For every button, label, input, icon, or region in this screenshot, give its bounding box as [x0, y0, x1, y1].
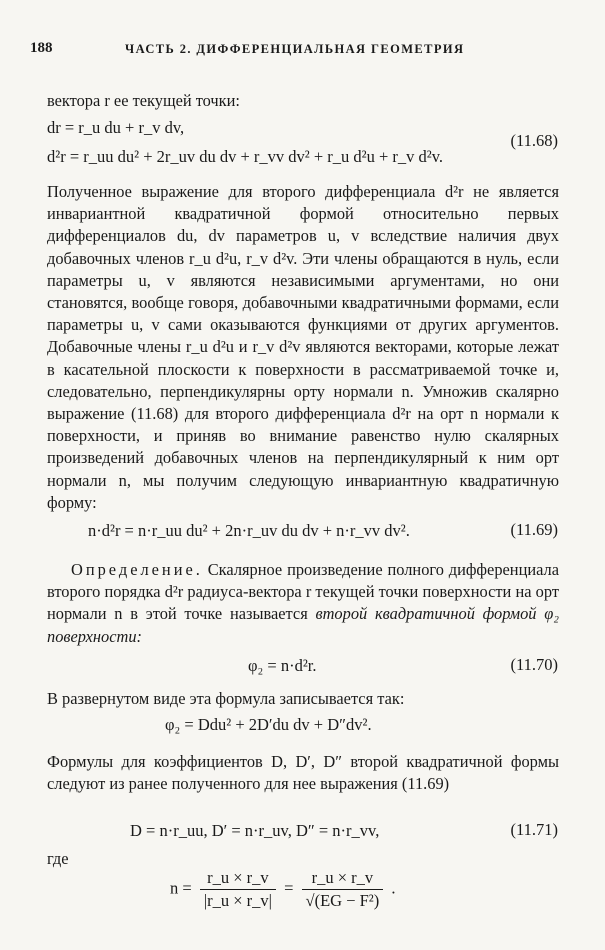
fraction2-denominator: √(EG − F²) — [305, 891, 380, 910]
fraction1-denominator: |r_u × r_v| — [203, 891, 272, 910]
equation-number-11-68: (11.68) — [510, 131, 558, 150]
equation-11-71: D = n·r_uu, D′ = n·r_uv, D″ = n·r_vv, — [130, 821, 380, 840]
normal-lhs: n = — [170, 878, 192, 898]
equation-normal-vector — [170, 868, 396, 911]
definition-label: Определение. — [71, 560, 203, 579]
equation-11-69: n·d²r = n·r_uu du² + 2n·r_uv du dv + n·r_vv dv². — [88, 521, 410, 540]
equation-number-11-71: (11.71) — [510, 820, 558, 839]
intro-text: вектора r ее текущей точки: — [47, 91, 240, 110]
equation-number-11-70: (11.70) — [510, 655, 558, 674]
equation-11-68-line2: d²r = r_uu du² + 2r_uv du dv + r_vv dv² + r_u d²u + r_v d²v. — [47, 147, 444, 166]
definition-text: Скалярное произведение полного дифференциала второго порядка d²r радиуса-вектора r текущей точки поверхности на орт нормали n в этой точке называется — [47, 560, 559, 624]
fraction-first-form — [302, 868, 384, 911]
running-title: ЧАСТЬ 2. ДИФФЕРЕНЦИАЛЬНАЯ ГЕОМЕТРИЯ — [125, 42, 465, 56]
fraction1-numerator: r_u × r_v — [200, 868, 276, 890]
equation-11-68-line1: dr = r_u du + r_v dv, — [47, 118, 185, 137]
normal-end: . — [391, 878, 396, 898]
page-number: 188 — [30, 40, 53, 56]
equation-11-70: φ₂ = n·d²r. — [248, 656, 317, 675]
page-header — [30, 40, 575, 62]
coefficients-paragraph: Формулы для коэффициентов D, D′, D″ второй квадратичной формы следуют из ранее полученного для нее выражения (11.69) — [47, 752, 559, 794]
where-label: где — [47, 849, 69, 868]
paragraph-second-differential: Полученное выражение для второго дифференциала d²r не является инвариантной квадратичной формой относительно первых дифференциалов du, dv параметров u, v вследствие наличия двух добавочных членов r_u d²u, r_v d²v. Эти члены обращаются в нуль, если параметры u, v являются независимыми аргументами, но они становятся, вообще говоря, добавочными квадратичными формами, если параметры u, v сами оказываются функциями от других аргументов. Добавочные члены r_u d²u и r_v d²v являются векторами, которые лежат в касательной плоскости к поверхности в рассматриваемой точке и, следовательно, перпендикулярны орту нормали n. Умножив скалярно выражение (11.68) для второго дифференциала d²r на орт n нормали к поверхности, и приняв во внимание равенство нулю скалярных произведений добавочных членов на перпендикулярный к ним орт нормали n, мы получим следующую инвариантную квадратичную форму: — [47, 182, 559, 512]
definition-paragraph — [47, 559, 559, 648]
equation-number-11-69: (11.69) — [510, 520, 558, 539]
intro-line — [47, 90, 559, 112]
equation-expanded: φ₂ = Ddu² + 2D′du dv + D″dv². — [165, 715, 372, 734]
fraction-normalized-cross — [200, 868, 276, 911]
normal-equals: = — [284, 878, 294, 898]
definition-emphasis: второй квадратичной формой φ₂ поверхности: — [47, 604, 559, 646]
fraction2-numerator: r_u × r_v — [302, 868, 384, 890]
expanded-form-text: В развернутом виде эта формула записывается так: — [47, 689, 405, 708]
